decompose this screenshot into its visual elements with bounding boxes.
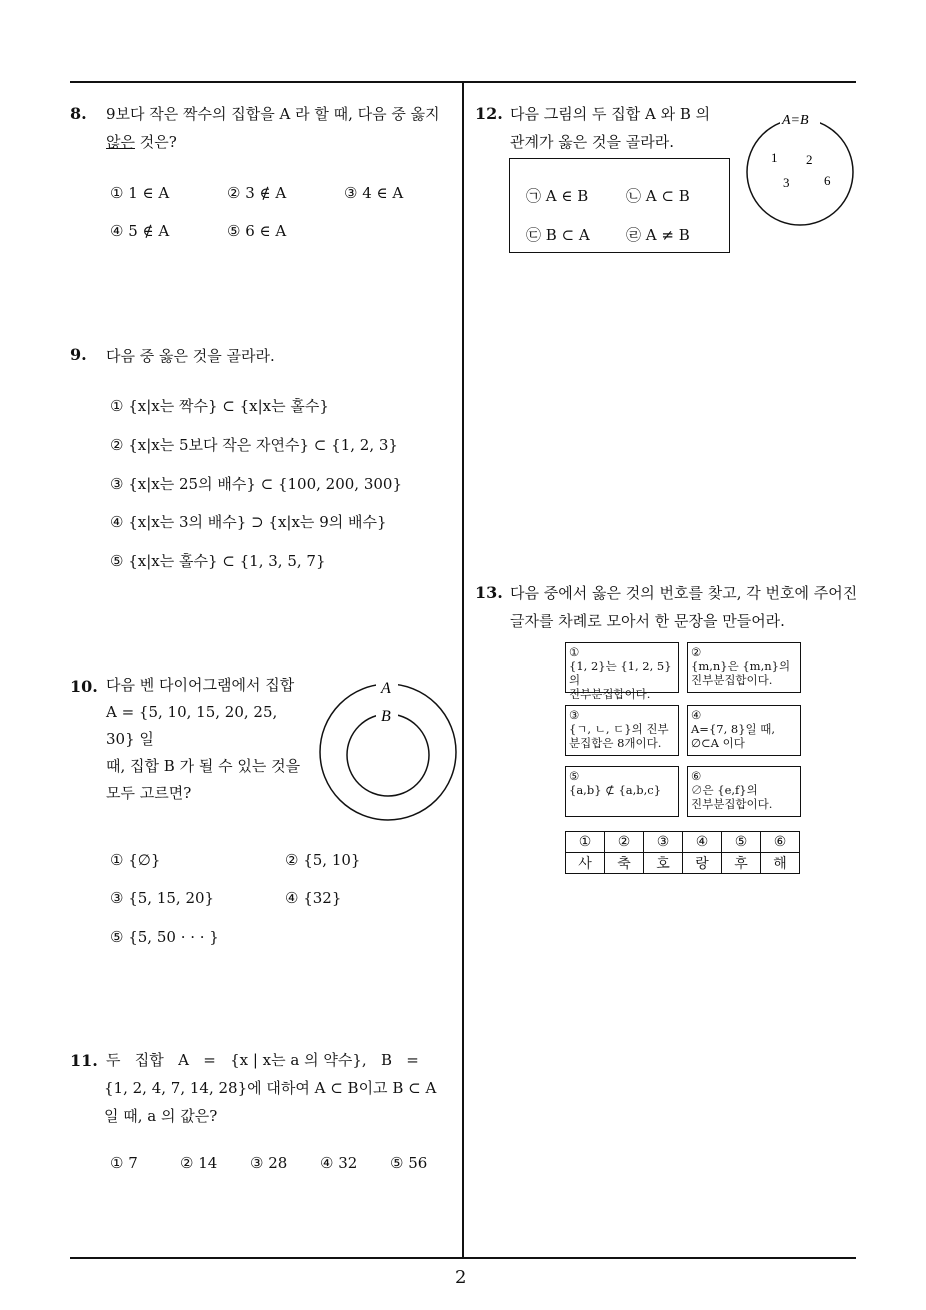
venn-outer-circle bbox=[320, 684, 456, 820]
q9-option-4[interactable]: ④ {x|x는 3의 배수} ⊃ {x|x는 9의 배수} bbox=[110, 513, 387, 531]
q13-answer-table bbox=[565, 831, 800, 874]
table-cell: 호 bbox=[644, 853, 683, 874]
element-3: 3 bbox=[783, 175, 790, 190]
q13-box-6[interactable] bbox=[687, 766, 801, 817]
q10-option-3[interactable]: ③ {5, 15, 20} bbox=[110, 889, 215, 907]
box-line1: A={7, 8}일 때, bbox=[691, 722, 776, 736]
table-cell: 해 bbox=[761, 853, 800, 874]
q11-line1: 두 집합 A = {x | x는 a 의 약수}, B = bbox=[106, 1051, 419, 1069]
venn-label-b: B bbox=[381, 708, 391, 725]
q10-number: 10. bbox=[70, 677, 98, 696]
q8-line2 bbox=[106, 128, 456, 156]
set-circle bbox=[747, 119, 853, 225]
q11-option-3[interactable]: ③ 28 bbox=[250, 1154, 288, 1172]
q9-option-5[interactable]: ⑤ {x|x는 홀수} ⊂ {1, 3, 5, 7} bbox=[110, 552, 326, 570]
q13-box-5[interactable] bbox=[565, 766, 679, 817]
box-line1: {ㄱ, ㄴ, ㄷ}의 진부 bbox=[569, 722, 669, 736]
q12-text bbox=[510, 100, 740, 156]
q10-line2: A = {5, 10, 15, 20, 25, 30} 일 bbox=[106, 703, 278, 748]
q10-option-5[interactable]: ⑤ {5, 50 · · · } bbox=[110, 928, 219, 946]
table-row bbox=[566, 853, 800, 874]
box-line2: 진부분집합이다. bbox=[691, 797, 773, 811]
box-number: ⑥ bbox=[691, 769, 702, 783]
q13-box-2[interactable] bbox=[687, 642, 801, 693]
q8-option-1[interactable]: ① 1 ∈ A bbox=[110, 184, 170, 202]
q12-choice-3[interactable]: ㉢ B ⊂ A bbox=[526, 226, 590, 244]
element-1: 1 bbox=[771, 150, 778, 165]
q8-line2-rest: 것은? bbox=[134, 133, 177, 151]
q9-number: 9. bbox=[70, 345, 87, 364]
q12-choice-1[interactable]: ㉠ A ∈ B bbox=[526, 187, 589, 205]
table-cell: 후 bbox=[722, 853, 761, 874]
element-2: 2 bbox=[806, 152, 813, 167]
table-cell: ① bbox=[566, 832, 605, 853]
page-number: 2 bbox=[455, 1267, 467, 1288]
table-cell: ④ bbox=[683, 832, 722, 853]
box-number: ⑤ bbox=[569, 769, 580, 783]
q8-option-4[interactable]: ④ 5 ∉ A bbox=[110, 222, 170, 240]
q11-number: 11. bbox=[70, 1051, 98, 1070]
q10-option-2[interactable]: ② {5, 10} bbox=[285, 851, 361, 869]
q11-line3: 일 때, a 의 값은? bbox=[104, 1107, 218, 1125]
box-line1: {a,b} ⊄ {a,b,c} bbox=[569, 783, 662, 797]
q10-text bbox=[106, 672, 306, 807]
table-cell: 랑 bbox=[683, 853, 722, 874]
q12-line2: 관계가 옳은 것을 골라라. bbox=[510, 133, 674, 151]
box-number: ③ bbox=[569, 708, 580, 722]
box-line2: 분집합은 8개이다. bbox=[569, 736, 662, 750]
q11-option-2[interactable]: ② 14 bbox=[180, 1154, 218, 1172]
box-line2: ∅⊂A 이다 bbox=[691, 736, 745, 750]
table-cell: 사 bbox=[566, 853, 605, 874]
table-cell: 축 bbox=[605, 853, 644, 874]
q8-underline: 않은 bbox=[106, 133, 135, 151]
q9-option-1[interactable]: ① {x|x는 짝수} ⊂ {x|x는 홀수} bbox=[110, 397, 329, 415]
q9-text: 다음 중 옳은 것을 골라라. bbox=[106, 347, 275, 365]
q13-line2: 글자를 차례로 모아서 한 문장을 만들어라. bbox=[510, 612, 785, 630]
q13-box-4[interactable] bbox=[687, 705, 801, 756]
q8-option-2[interactable]: ② 3 ∉ A bbox=[227, 184, 287, 202]
column-divider bbox=[462, 81, 464, 1258]
q13-box-1[interactable] bbox=[565, 642, 679, 701]
q13-text bbox=[510, 579, 860, 635]
q12-number: 12. bbox=[475, 104, 503, 123]
q11-option-4[interactable]: ④ 32 bbox=[320, 1154, 358, 1172]
q10-line1: 다음 벤 다이어그램에서 집합 bbox=[106, 676, 295, 694]
venn-label-a: A bbox=[381, 680, 391, 697]
q11-text bbox=[106, 1046, 458, 1130]
table-header-row bbox=[566, 832, 800, 853]
q8-number: 8. bbox=[70, 104, 87, 123]
q11-option-1[interactable]: ① 7 bbox=[110, 1154, 138, 1172]
box-line1: {1, 2}는 {1, 2, 5}의 bbox=[569, 659, 672, 687]
box-line1: {m,n}은 {m,n}의 bbox=[691, 659, 791, 673]
q13-line1: 다음 중에서 옳은 것의 번호를 찾고, 각 번호에 주어진 bbox=[510, 584, 858, 602]
q8-option-3[interactable]: ③ 4 ∈ A bbox=[344, 184, 404, 202]
q13-number: 13. bbox=[475, 583, 503, 602]
q13-box-3[interactable] bbox=[565, 705, 679, 756]
q12-set-diagram bbox=[744, 108, 856, 226]
bottom-rule bbox=[70, 1257, 856, 1259]
q10-option-1[interactable]: ① {∅} bbox=[110, 851, 161, 869]
box-line2: 진부분집합이다. bbox=[569, 687, 651, 701]
q12-choice-2[interactable]: ㉡ A ⊂ B bbox=[626, 187, 690, 205]
table-cell: ③ bbox=[644, 832, 683, 853]
q11-line2: {1, 2, 4, 7, 14, 28}에 대하여 A ⊂ B이고 B ⊂ A bbox=[104, 1079, 437, 1097]
q9-option-3[interactable]: ③ {x|x는 25의 배수} ⊂ {100, 200, 300} bbox=[110, 475, 403, 493]
box-line2: 진부분집합이다. bbox=[691, 673, 773, 687]
q8-line1: 9보다 작은 짝수의 집합을 A 라 할 때, 다음 중 옳지 bbox=[106, 105, 440, 123]
venn-inner-circle bbox=[347, 714, 429, 796]
element-6: 6 bbox=[824, 173, 831, 188]
box-line1: ∅은 {e,f}의 bbox=[691, 783, 758, 797]
box-number: ④ bbox=[691, 708, 702, 722]
q10-venn-diagram bbox=[318, 676, 458, 822]
q12-line1: 다음 그림의 두 집합 A 와 B 의 bbox=[510, 105, 711, 123]
box-number: ① bbox=[569, 645, 580, 659]
q8-text bbox=[106, 100, 456, 156]
box-number: ② bbox=[691, 645, 702, 659]
q9-option-2[interactable]: ② {x|x는 5보다 작은 자연수} ⊂ {1, 2, 3} bbox=[110, 436, 398, 454]
set-label: A=B bbox=[782, 113, 809, 128]
q11-option-5[interactable]: ⑤ 56 bbox=[390, 1154, 428, 1172]
table-cell: ⑥ bbox=[761, 832, 800, 853]
table-cell: ② bbox=[605, 832, 644, 853]
table-cell: ⑤ bbox=[722, 832, 761, 853]
q12-choice-4[interactable]: ㉣ A ≠ B bbox=[626, 226, 690, 244]
q10-option-4[interactable]: ④ {32} bbox=[285, 889, 342, 907]
q8-option-5[interactable]: ⑤ 6 ∈ A bbox=[227, 222, 287, 240]
q10-line3: 때, 집합 B 가 될 수 있는 것을 bbox=[106, 757, 301, 775]
q10-line4: 모두 고르면? bbox=[106, 784, 192, 802]
